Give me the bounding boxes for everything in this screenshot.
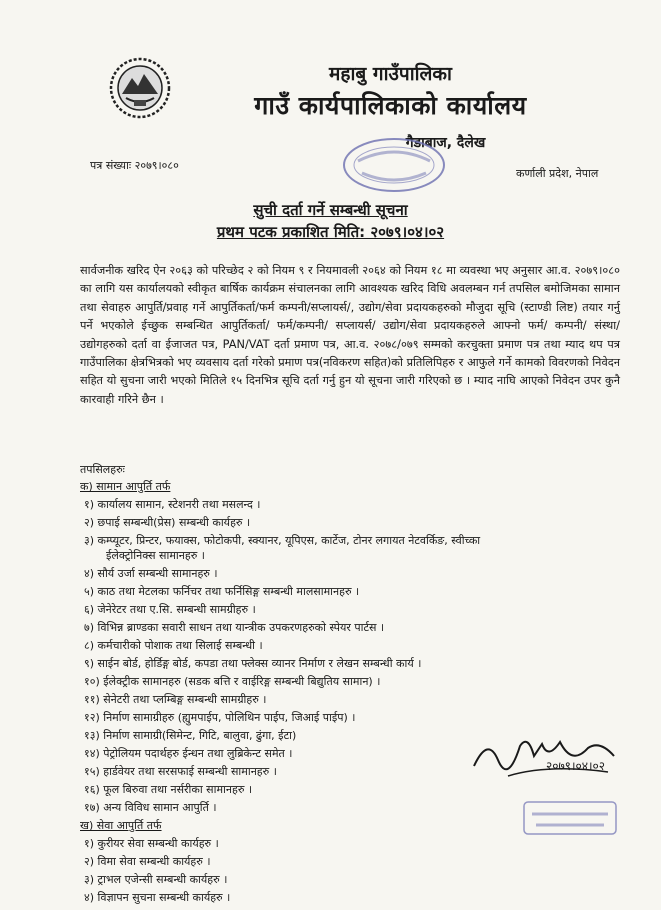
list-item: ५) काठ तथा मेटलका फर्निचर तथा फर्निसिङ्ग सम्बन्धी मालसामानहरु । bbox=[84, 585, 360, 598]
list-item-continuation: ईलेक्ट्रोनिक्स सामानहरु । bbox=[106, 549, 205, 562]
list-item: २) विमा सेवा सम्बन्धी कार्यहरु । bbox=[84, 855, 211, 868]
list-item: १७) अन्य विविध सामान आपुर्ति । bbox=[84, 801, 217, 814]
province-label: कर्णाली प्रदेश, नेपाल bbox=[516, 167, 599, 180]
officer-stamp-icon bbox=[520, 798, 620, 838]
list-item: ४) विज्ञापन सुचना सम्बन्धी कार्यहरु । bbox=[84, 891, 231, 904]
list-item: १) कुरीयर सेवा सम्बन्धी कार्यहरु । bbox=[84, 837, 219, 850]
list-item: ९) साईन बोर्ड, होर्डिङ्ग बोर्ड, कपडा तथा फ्लेक्स व्यानर निर्माण र लेखन सम्बन्धी कार्य । bbox=[84, 657, 422, 670]
list-item: ३) ट्राभल एजेन्सी सम्बन्धी कार्यहरु । bbox=[84, 873, 228, 886]
office-stamp-icon bbox=[338, 133, 450, 197]
list-item: १४) पेट्रोलियम पदार्थहरु ईन्धन तथा लुब्रिकेन्ट समेत । bbox=[84, 747, 293, 760]
schedule-heading: तपसिलहरुः bbox=[80, 463, 125, 476]
list-item: १३) निर्माण सामाग्री(सिमेन्ट, गिटि, बालुवा, ढुंगा, ईटा) bbox=[84, 729, 297, 742]
signature-date: २०७९।०४।०२ bbox=[546, 759, 606, 773]
office-name: गाउँ कार्यपालिकाको कार्यालय bbox=[254, 91, 527, 120]
list-item: १२) निर्माण सामाग्रीहरु (ह्युमपाईप, पोलिथिन पाईप, जिआई पाईप) । bbox=[84, 711, 356, 724]
notice-body: सार्वजनीक खरिद ऐन २०६३ को परिच्छेद २ को नियम ९ र नियमावली २०६४ को नियम १८ मा व्यवस्था भए अनुसार आ.व. २०७९।०८० का लागि यस कार्यालयको स्वीकृत बार्षिक कार्यक्रम संचालनका लागि आवश्यक खरिद विधि अवलम्बन गर्न तपसिल बमोजिमका सामान तथा सेवाहरु आपुर्ति/प्रवाह गर्ने आपुर्तिकर्ता/फर्म कम्पनी/सप्लायर्स/, उद्योग/सेवा प्रदायकहरुको मौजुदा सूचि (स्टाण्डी लिष्ट) तयार गर्नु पर्ने भएकोले ईच्छुक सम्बन्धित आपुर्तिकर्ता/ फर्म/कम्पनी/ सप्लायर्स/ उद्योग/सेवा प्रदायकहरुले आफ्नो फर्म/ कम्पनी/ संस्था/ उद्योगहरुको दर्ता वा ईजाजत पत्र, PAN/VAT दर्ता प्रमाण पत्र, आ.व. २०७८/०७९ सम्मको करचुक्ता प्रमाण पत्र तथा म्याद थप पत्र गाउँपालिका क्षेत्रभित्रको भए व्यवसाय दर्ता गरेको प्रमाण पत्र(नविकरण सहित)को प्रतिलिपिहरु र आफुले गर्ने कामको विवरणको निवेदन सहित यो सुचना जारी भएको मितिले १५ दिनभित्र सूचि दर्ता गर्नु हुन यो सूचना जारी गरिएको छ । म्याद नाघि आएको निवेदन उपर कुनै कारवाही गरिने छैन । bbox=[80, 264, 620, 406]
section-goods-title: क) सामान आपुर्ति तर्फ bbox=[80, 480, 171, 493]
list-item: ११) सेनेटरी तथा प्लम्बिङ्ग सम्बन्धी सामग्रीहरु । bbox=[84, 693, 267, 706]
list-item: १५) हार्डवेयर तथा सरसफाई सम्बन्धी सामानहरु । bbox=[84, 765, 277, 778]
list-item: ३) कम्प्यूटर, प्रिन्टर, फयाक्स, फोटोकपी, स्क्यानर, यूपिएस, कार्टेज, टोनर लगायत नेटवर्किङ, स्वीच्का bbox=[84, 534, 481, 547]
list-item: १) कार्यालय सामान, स्टेशनरी तथा मसलन्द । bbox=[84, 498, 261, 511]
list-item: ८) कर्मचारीको पोशाक तथा सिलाई सम्बन्धी । bbox=[84, 639, 263, 652]
list-item: १६) फूल बिरुवा तथा नर्सरीका सामानहरु । bbox=[84, 783, 253, 796]
list-item: २) छपाई सम्बन्धी(प्रेस) सम्बन्धी कार्यहरु । bbox=[84, 516, 251, 529]
list-item: १०) ईलेक्ट्रीक सामानहरु (सडक बत्ति र वाईरिङ्ग सम्बन्धी बिद्युतिय सामान) । bbox=[84, 675, 381, 688]
publish-date: प्रथम पटक प्रकाशित मिति: २०७९।०४।०२ bbox=[216, 223, 445, 241]
org-name: महाबु गाउँपालिका bbox=[329, 63, 452, 85]
office-address: गैडाबाज, दैलेख bbox=[405, 135, 486, 151]
signature-icon bbox=[468, 726, 618, 786]
list-item: ६) जेनेरेटर तथा ए.सि. सम्बन्धी सामग्रीहरु । bbox=[84, 603, 256, 616]
reference-number: पत्र संख्याः २०७९।०८० bbox=[90, 159, 179, 172]
list-item: ४) सौर्य उर्जा सम्बन्धी सामानहरु । bbox=[84, 567, 218, 580]
section-services-title: ख) सेवा आपुर्ति तर्फ bbox=[80, 819, 162, 832]
list-item: ७) विभिन्न ब्राण्डका सवारी साधन तथा यान्त्रीक उपकरणहरुको स्पेयर पार्टस । bbox=[84, 621, 385, 634]
notice-title: सुची दर्ता गर्ने सम्बन्धी सूचना bbox=[253, 201, 408, 219]
